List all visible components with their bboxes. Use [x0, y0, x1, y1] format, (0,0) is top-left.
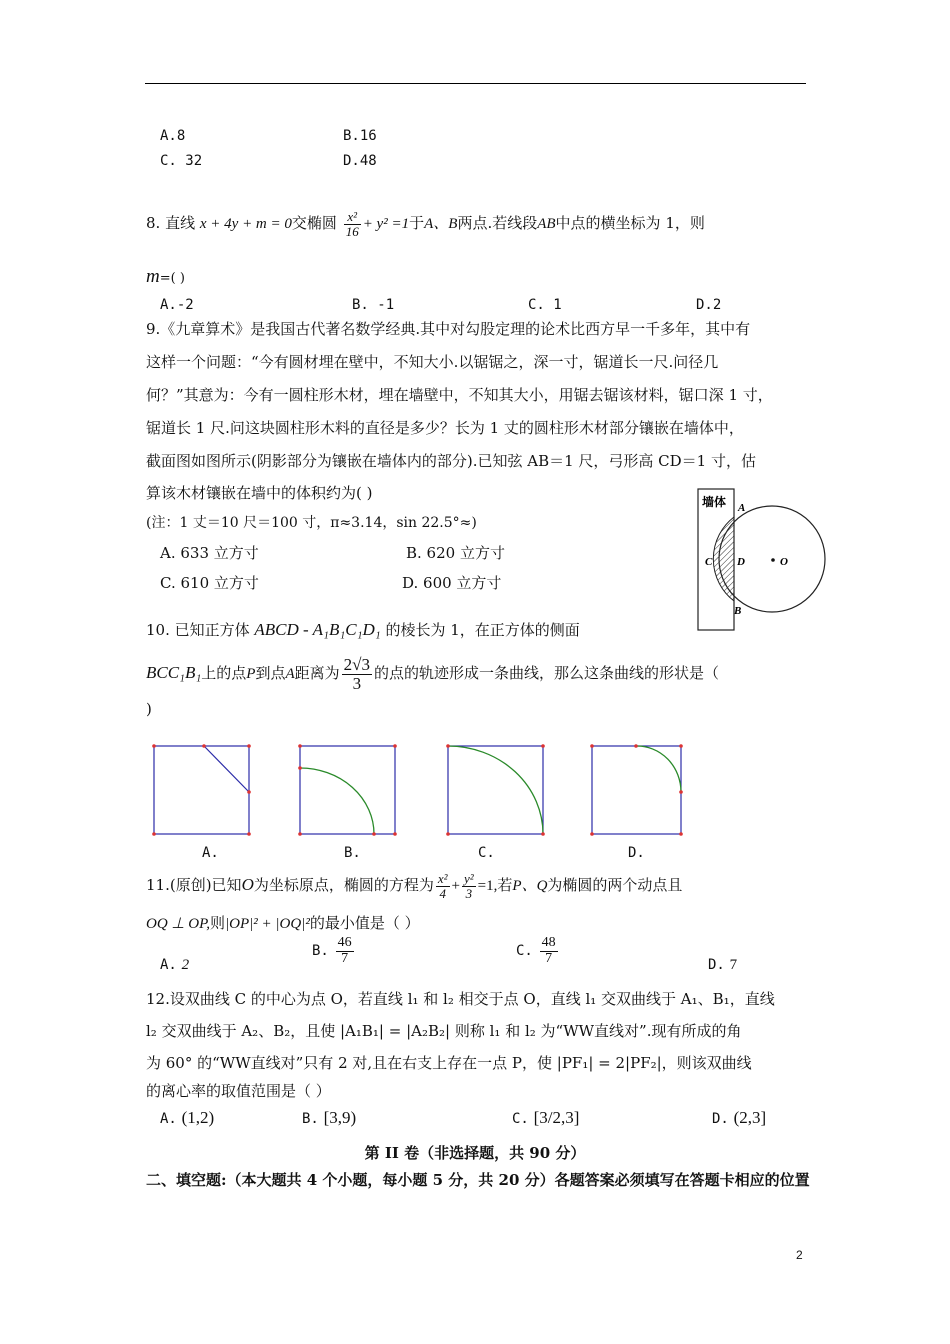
q12-line-4: 的离心率的取值范围是（ ） [146, 1082, 331, 1100]
q9-line-5: 截面图如图所示(阴影部分为镶嵌在墙体内的部分).已知弦 AB＝1 尺，弓形高 CD＝1 寸，估 [146, 452, 756, 470]
q8-ask: m=( ) [146, 266, 185, 287]
q10-label-b: B. [344, 845, 361, 861]
point-b-label: B [734, 605, 742, 617]
curve-b [300, 768, 374, 834]
embedded-segment [713, 517, 734, 601]
q8-option-c: C. 1 [528, 297, 562, 313]
q11-option-d: D. 7 [708, 957, 738, 973]
center-dot [771, 558, 775, 562]
q10-figure-a [150, 742, 254, 838]
q9-option-d: D. 600 立方寸 [402, 574, 502, 592]
header-rule [145, 83, 806, 84]
q10-label-a: A. [202, 845, 219, 861]
q10-figure-b [296, 742, 400, 838]
q9-line-3: 何？”其意为：今有一圆柱形木材，埋在墙壁中，不知其大小，用锯去锯该材料，锯口深 1 寸， [146, 386, 773, 404]
q11-option-a: A. 2 [160, 957, 190, 973]
q12-line-1: 12.设双曲线 C 的中心为点 O，若直线 l₁ 和 l₂ 相交于点 O，直线 l₁ 交双曲线于 A₁、B₁，直线 [146, 990, 775, 1008]
point-d-label: D [737, 556, 745, 568]
q8-option-a: A.-2 [160, 297, 194, 313]
curve-d [636, 746, 681, 792]
point-c-label: C [705, 556, 713, 568]
q12-line-3: 为 60° 的“WW直线对”只有 2 对,且在右支上存在一点 P，使 |PF₁| = 2|PF₂|，则该双曲线 [146, 1054, 752, 1072]
q7-option-b: B.16 [343, 128, 377, 144]
q10-close: ) [146, 700, 152, 718]
q9-line-1: 9.《九章算术》是我国古代著名数学经典.其中对勾股定理的论术比西方早一千多年，其中有 [146, 320, 751, 338]
q7-option-d: D.48 [343, 153, 377, 169]
q9-option-b: B. 620 立方寸 [406, 544, 505, 562]
q12-option-a: A. (1,2) [160, 1108, 215, 1127]
q8-option-b: B. -1 [352, 297, 395, 313]
q11-line-2: OQ ⊥ OP,则|OP|² + |OQ|²的最小值是（ ） [146, 914, 420, 932]
point-o-label: O [780, 556, 788, 568]
curve-c [448, 746, 543, 834]
q12-option-b: B. [3,9) [302, 1108, 357, 1127]
q9-note: (注：1 丈＝10 尺＝100 寸，π≈3.14，sin 22.5°≈) [146, 515, 477, 531]
q8-stem: 8. 直线 x + 4y + m = 0交椭圆 $\frac{\text{x²}}{16}$ + y² =1于A、B两点.若线段AB中点的横坐标为 1，则 [146, 208, 705, 239]
q8-option-d: D.2 [696, 297, 722, 313]
q10-line-2: BCC₁B₁上的点P到点A距离为 $\frac{2√3}{3}$ 的点的轨迹形成一条曲线，那么这条曲线的形状是（ [146, 654, 720, 693]
q9-line-2: 这样一个问题：“今有圆材埋在壁中，不知大小.以锯锯之，深一寸，锯道长一尺.问径几 [146, 353, 719, 371]
q10-label-d: D. [628, 845, 645, 861]
wall-label: 墙体 [702, 495, 727, 509]
q12-option-d: D. (2,3] [712, 1108, 767, 1127]
page-number: 2 [796, 1248, 803, 1262]
q9-option-a: A. 633 立方寸 [160, 544, 259, 562]
curve-a [204, 746, 249, 792]
q11-line-1: 11.(原创)已知O为坐标原点，椭圆的方程为 $\frac{\text{x²}}{4}$ + $\frac{\text{y²}}{3}$ =1,若P、Q为椭圆的两个动点且 [146, 870, 683, 901]
q12-option-c: C. [3/2,3] [512, 1108, 580, 1127]
q9-line-6: 算该木材镶嵌在墙中的体积约为( ) [146, 484, 373, 502]
section-title: 第 II 卷（非选择题，共 90 分） [364, 1144, 586, 1162]
q9-line-4: 锯道长 1 尺.问这块圆柱形木料的直径是多少？长为 1 丈的圆柱形木材部分镶嵌在墙体中， [146, 419, 744, 437]
q10-figure-d [588, 742, 688, 838]
section-2-heading: 二、填空题:（本大题共 4 个小题，每小题 5 分，共 20 分）各题答案必须填写在答题卡相应的位置 [146, 1171, 810, 1189]
q11-option-b: B. $\frac{46}{7}$ [312, 935, 352, 966]
q9-figure [694, 485, 830, 635]
q10-label-c: C. [478, 845, 495, 861]
q10-figure-c [444, 742, 548, 838]
q7-option-a: A.8 [160, 128, 186, 144]
q10-line-1: 10. 已知正方体 ABCD - A₁B₁C₁D₁ 的棱长为 1，在正方体的侧面 [146, 620, 580, 639]
q7-option-c: C. 32 [160, 153, 203, 169]
q11-option-c: C. $\frac{48}{7}$ [516, 935, 556, 966]
q12-line-2: l₂ 交双曲线于 A₂、B₂，且使 |A₁B₁| = |A₂B₂| 则称 l₁ 和 l₂ 为“WW直线对”.现有所成的角 [146, 1022, 742, 1040]
point-a-label: A [738, 502, 746, 514]
q9-option-c: C. 610 立方寸 [160, 574, 259, 592]
